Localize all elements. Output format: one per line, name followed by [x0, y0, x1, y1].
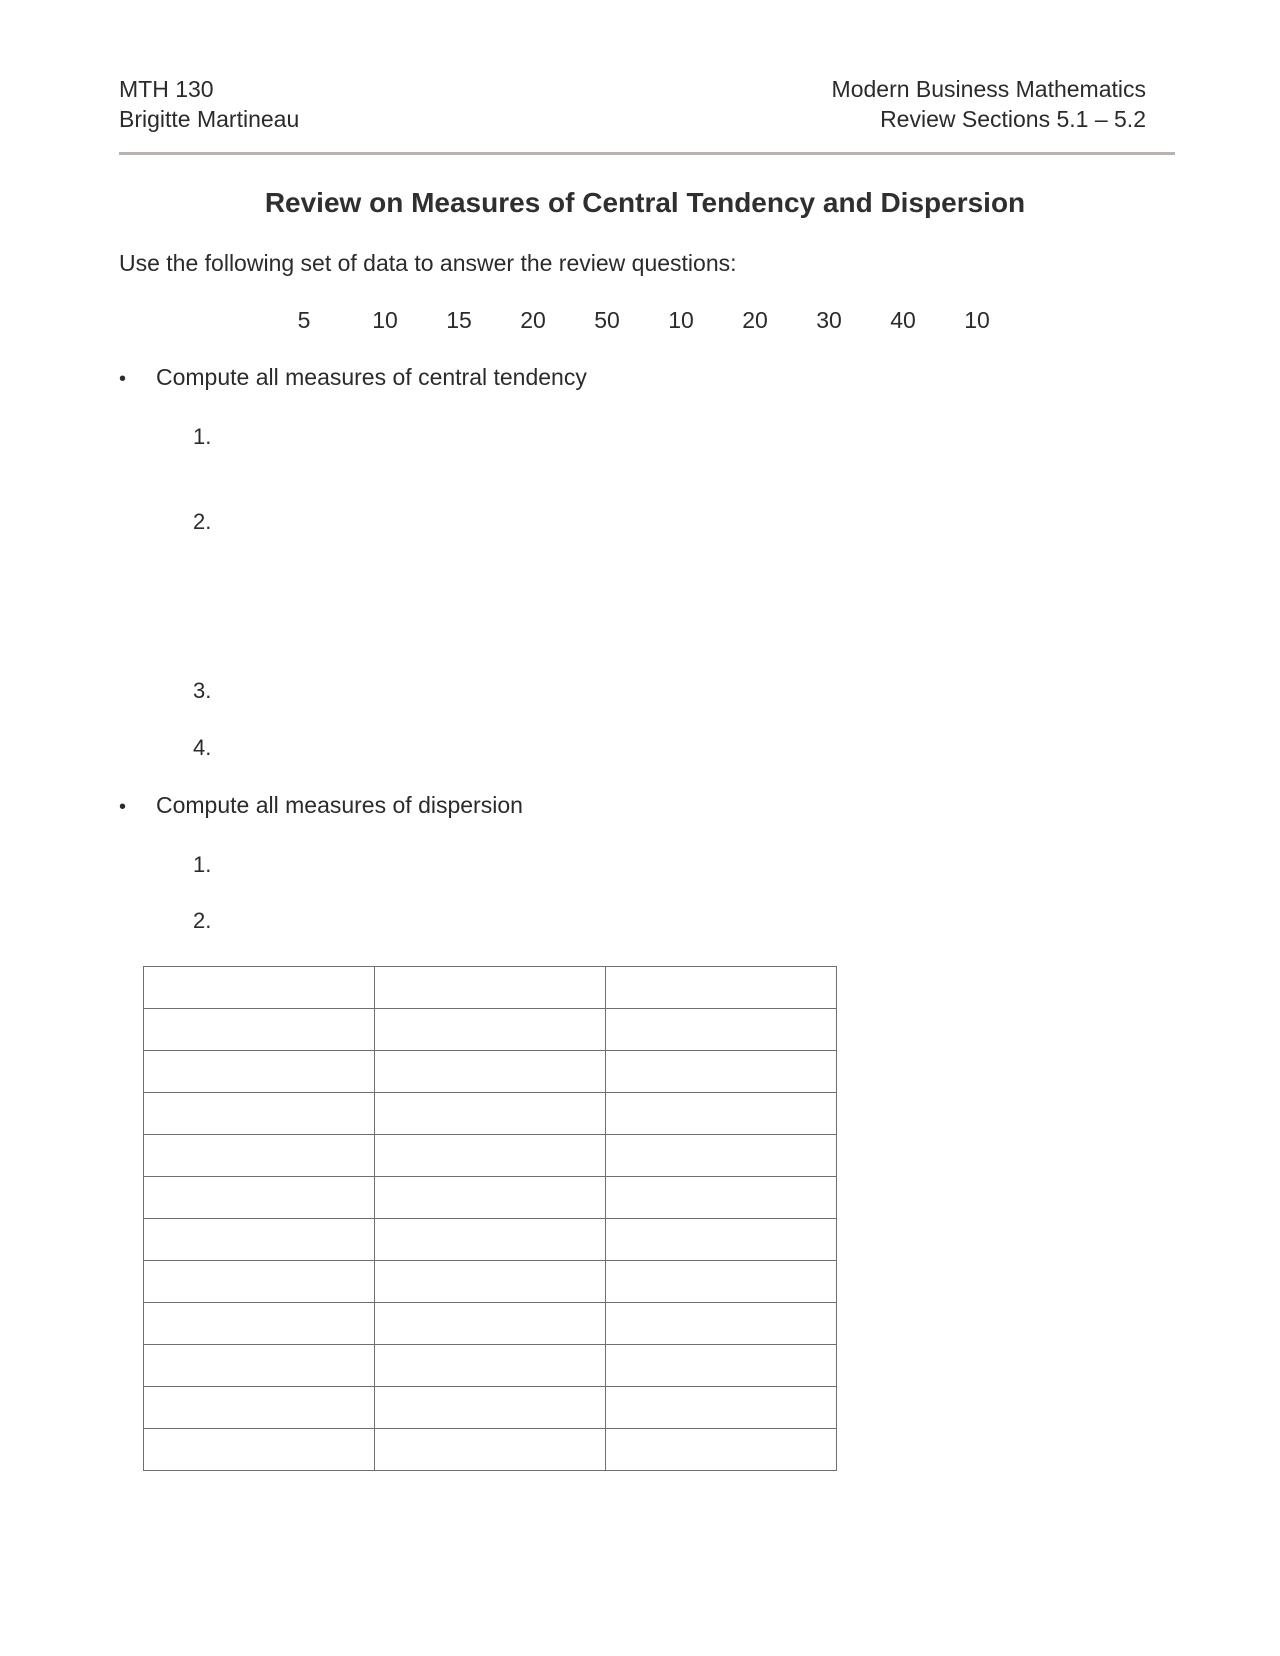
course-title: Modern Business Mathematics [831, 76, 1146, 102]
data-value: 20 [520, 307, 546, 333]
table-cell [375, 1387, 606, 1429]
table-cell [375, 1009, 606, 1051]
table-cell [606, 1051, 837, 1093]
table-cell [606, 1009, 837, 1051]
central-item-1: 1. [193, 424, 212, 449]
header-right [832, 74, 1146, 134]
table-cell [144, 1135, 375, 1177]
header-divider [119, 152, 1175, 155]
central-item-4: 4. [193, 735, 212, 760]
table-cell [144, 1093, 375, 1135]
data-value: 10 [372, 307, 398, 333]
dispersion-item-1: 1. [193, 852, 212, 877]
table-cell [144, 1051, 375, 1093]
central-tendency-label: Compute all measures of central tendency [156, 364, 587, 390]
table-row [144, 1261, 837, 1303]
data-value: 40 [890, 307, 916, 333]
table-row [144, 1303, 837, 1345]
table-cell [375, 1135, 606, 1177]
table-row [144, 967, 837, 1009]
central-item-3: 3. [193, 678, 212, 703]
table-cell [606, 1345, 837, 1387]
bullet-glyph: • [119, 368, 127, 390]
table-cell [144, 967, 375, 1009]
table-cell [606, 1429, 837, 1471]
data-set [0, 307, 1280, 337]
table-cell [606, 1303, 837, 1345]
dispersion-heading [119, 792, 523, 819]
table-row [144, 1177, 837, 1219]
table-cell [144, 1177, 375, 1219]
bullet-glyph: • [119, 796, 127, 818]
review-sections: Review Sections 5.1 – 5.2 [880, 106, 1146, 132]
table-row [144, 1345, 837, 1387]
data-value: 30 [816, 307, 842, 333]
table-cell [375, 1219, 606, 1261]
table-cell [144, 1303, 375, 1345]
table-cell [144, 1387, 375, 1429]
table-cell [375, 1093, 606, 1135]
table-row [144, 1135, 837, 1177]
table-cell [606, 1177, 837, 1219]
table-cell [606, 1387, 837, 1429]
table-cell [144, 1009, 375, 1051]
table-row [144, 1009, 837, 1051]
table-cell [144, 1345, 375, 1387]
instructor-name: Brigitte Martineau [119, 106, 300, 132]
dispersion-item-2: 2. [193, 908, 212, 933]
table-row [144, 1093, 837, 1135]
table-cell [375, 1051, 606, 1093]
data-value: 20 [742, 307, 768, 333]
header-left [119, 74, 299, 134]
table-cell [375, 1177, 606, 1219]
table-cell [606, 1219, 837, 1261]
data-value: 50 [594, 307, 620, 333]
table-row [144, 1219, 837, 1261]
intro-text: Use the following set of data to answer the review questions: [119, 250, 737, 276]
data-value: 15 [446, 307, 472, 333]
work-table [143, 966, 837, 1471]
table-cell [375, 1261, 606, 1303]
table-row [144, 1429, 837, 1471]
table-cell [606, 1093, 837, 1135]
table-cell [606, 1261, 837, 1303]
table-cell [606, 1135, 837, 1177]
table-cell [375, 1429, 606, 1471]
data-value: 10 [964, 307, 990, 333]
table-cell [144, 1219, 375, 1261]
data-value: 10 [668, 307, 694, 333]
table-row [144, 1387, 837, 1429]
course-code: MTH 130 [119, 76, 214, 102]
table-cell [375, 967, 606, 1009]
dispersion-label: Compute all measures of dispersion [156, 792, 523, 818]
table-row [144, 1051, 837, 1093]
central-tendency-heading [119, 364, 587, 391]
central-item-2: 2. [193, 509, 212, 534]
table-cell [144, 1261, 375, 1303]
page-title: Review on Measures of Central Tendency and Dispersion [264, 187, 1026, 218]
table-cell [375, 1303, 606, 1345]
table-cell [606, 967, 837, 1009]
table-cell [144, 1429, 375, 1471]
table-cell [375, 1345, 606, 1387]
data-value: 5 [297, 307, 311, 333]
